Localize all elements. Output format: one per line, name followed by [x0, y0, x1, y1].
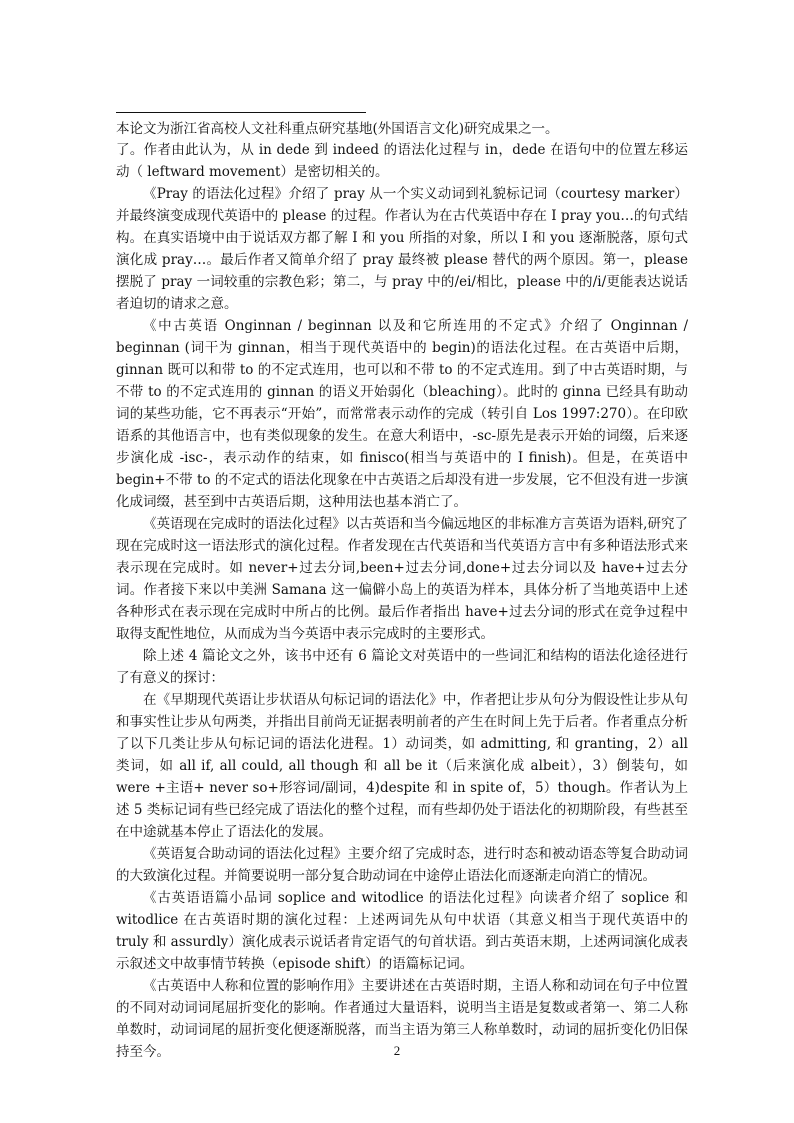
paragraph: 《中古英语 Onginnan / beginnan 以及和它所连用的不定式》介绍了 Onginnan / beginnan (词干为 ginnan，相当于现代英语中的 begin)的语法化过程。在古英语中后期，ginnan 既可以和带 to 的不定式连用，也可以和不带 to 的不定式连用。到了中古英语时期，与不带 to 的不定式连用的 ginnan 的语义开始弱化（bleaching）。此时的 ginna 已经具有助动词的某些功能，它不再表示“开始”，而常常表示动作的完成（转引自 Los 1997:270）。在印欧语系的其他语言中，也有类似现象的发生。在意大利语中，-sc-原先是表示开始的词缀，后来逐步演化成 -isc-，表示动作的结束，如 finisco(相当与英语中的 I finish)。但是，在英语中 begin+不带 to 的不定式的语法化现象在中古英语之后却没有进一步发展，它不但没有进一步演化成词缀，甚至到中古英语后期，这种用法也基本消亡了。 [116, 318, 688, 510]
paragraph: 《古英语中人称和位置的影响作用》主要讲述在古英语时期，主语人称和动词在句子中位置的不同对动词词尾屈折变化的影响。作者通过大量语料，说明当主语是复数或者第一、第二人称单数时，动词词尾的屈折变化便逐渐脱落，而当主语为第三人称单数时，动词的屈折变化仍旧保持至今。 [116, 978, 688, 1060]
paragraph: 了。作者由此认为，从 in dede 到 indeed 的语法化过程与 in，dede 在语句中的位置左移运动（ leftward movement）是密切相关的。 [116, 142, 688, 180]
paragraph: 《英语现在完成时的语法化过程》以古英语和当今偏远地区的非标准方言英语为语料,研究了现在完成时这一语法形式的演化过程。作者发现在古代英语和当代英语方言中有多种语法形式来表示现在完成时。如 never+过去分词,been+过去分词,done+过去分词以及 have+过去分词。作者接下来以中美洲 Samana 这一偏僻小岛上的英语为样本，具体分析了当地英语中上述各种形式在表示现在完成时中所占的比例。最后作者指出 have+过去分词的形式在竞争过程中取得支配性地位，从而成为当今英语中表示完成时的主要形式。 [116, 516, 688, 642]
paragraph: 除上述 4 篇论文之外，该书中还有 6 篇论文对英语中的一些词汇和结构的语法化途径进行了有意义的探讨： [116, 648, 688, 686]
footnote: 本论文为浙江省高校人文社科重点研究基地(外国语言文化)研究成果之一。 [116, 121, 559, 137]
paragraph: 《古英语语篇小品词 soplice and witodlice 的语法化过程》向读者介绍了 soplice 和 witodlice 在古英语时期的演化过程：上述两词先从句中状语（其意义相当于现代英语中的 truly 和 assurdly）演化成表示说话者肯定语气的句首状语。到古英语末期，上述两词演化成表示叙述文中故事情节转换（episode shift）的语篇标记词。 [116, 890, 688, 972]
paragraph: 《Pray 的语法化过程》介绍了 pray 从一个实义动词到礼貌标记词（courtesy marker）并最终演变成现代英语中的 please 的过程。作者认为在古代英语中存在 I pray you…的句式结构。在真实语境中由于说话双方都了解 I 和 you 所指的对象，所以 I 和 you 逐渐脱落，原句式演化成 pray…。最后作者又简单介绍了 pray 最终被 please 替代的两个原因。第一，please 摆脱了 pray 一词较重的宗教色彩；第二，与 pray 中的/ei/相比，please 中的/i/更能表达说话者迫切的请求之意。 [116, 186, 688, 312]
page-number: 2 [393, 1043, 401, 1058]
body-text [116, 139, 688, 1063]
paragraph: 《英语复合助动词的语法化过程》主要介绍了完成时态，进行时态和被动语态等复合助动词的大致演化过程。并简要说明一部分复合助动词在中途停止语法化而逐渐走向消亡的情况。 [116, 846, 688, 884]
footnote-separator [116, 112, 366, 113]
paragraph: 在《早期现代英语让步状语从句标记词的语法化》中，作者把让步从句分为假设性让步从句和事实性让步从句两类，并指出目前尚无证据表明前者的产生在时间上先于后者。作者重点分析了以下几类让步从句标记词的语法化进程。1）动词类，如 admitting, 和 granting，2）all 类词，如 all if, all could, all though 和 all be it（后来演化成 albeit），3）倒装句，如 were +主语+ never so+形容词/副词，4)despite 和 in spite of，5）though。作者认为上述 5 类标记词有些已经完成了语法化的整个过程，而有些却仍处于语法化的初期阶段，有些甚至在中途就基本停止了语法化的发展。 [116, 692, 688, 840]
